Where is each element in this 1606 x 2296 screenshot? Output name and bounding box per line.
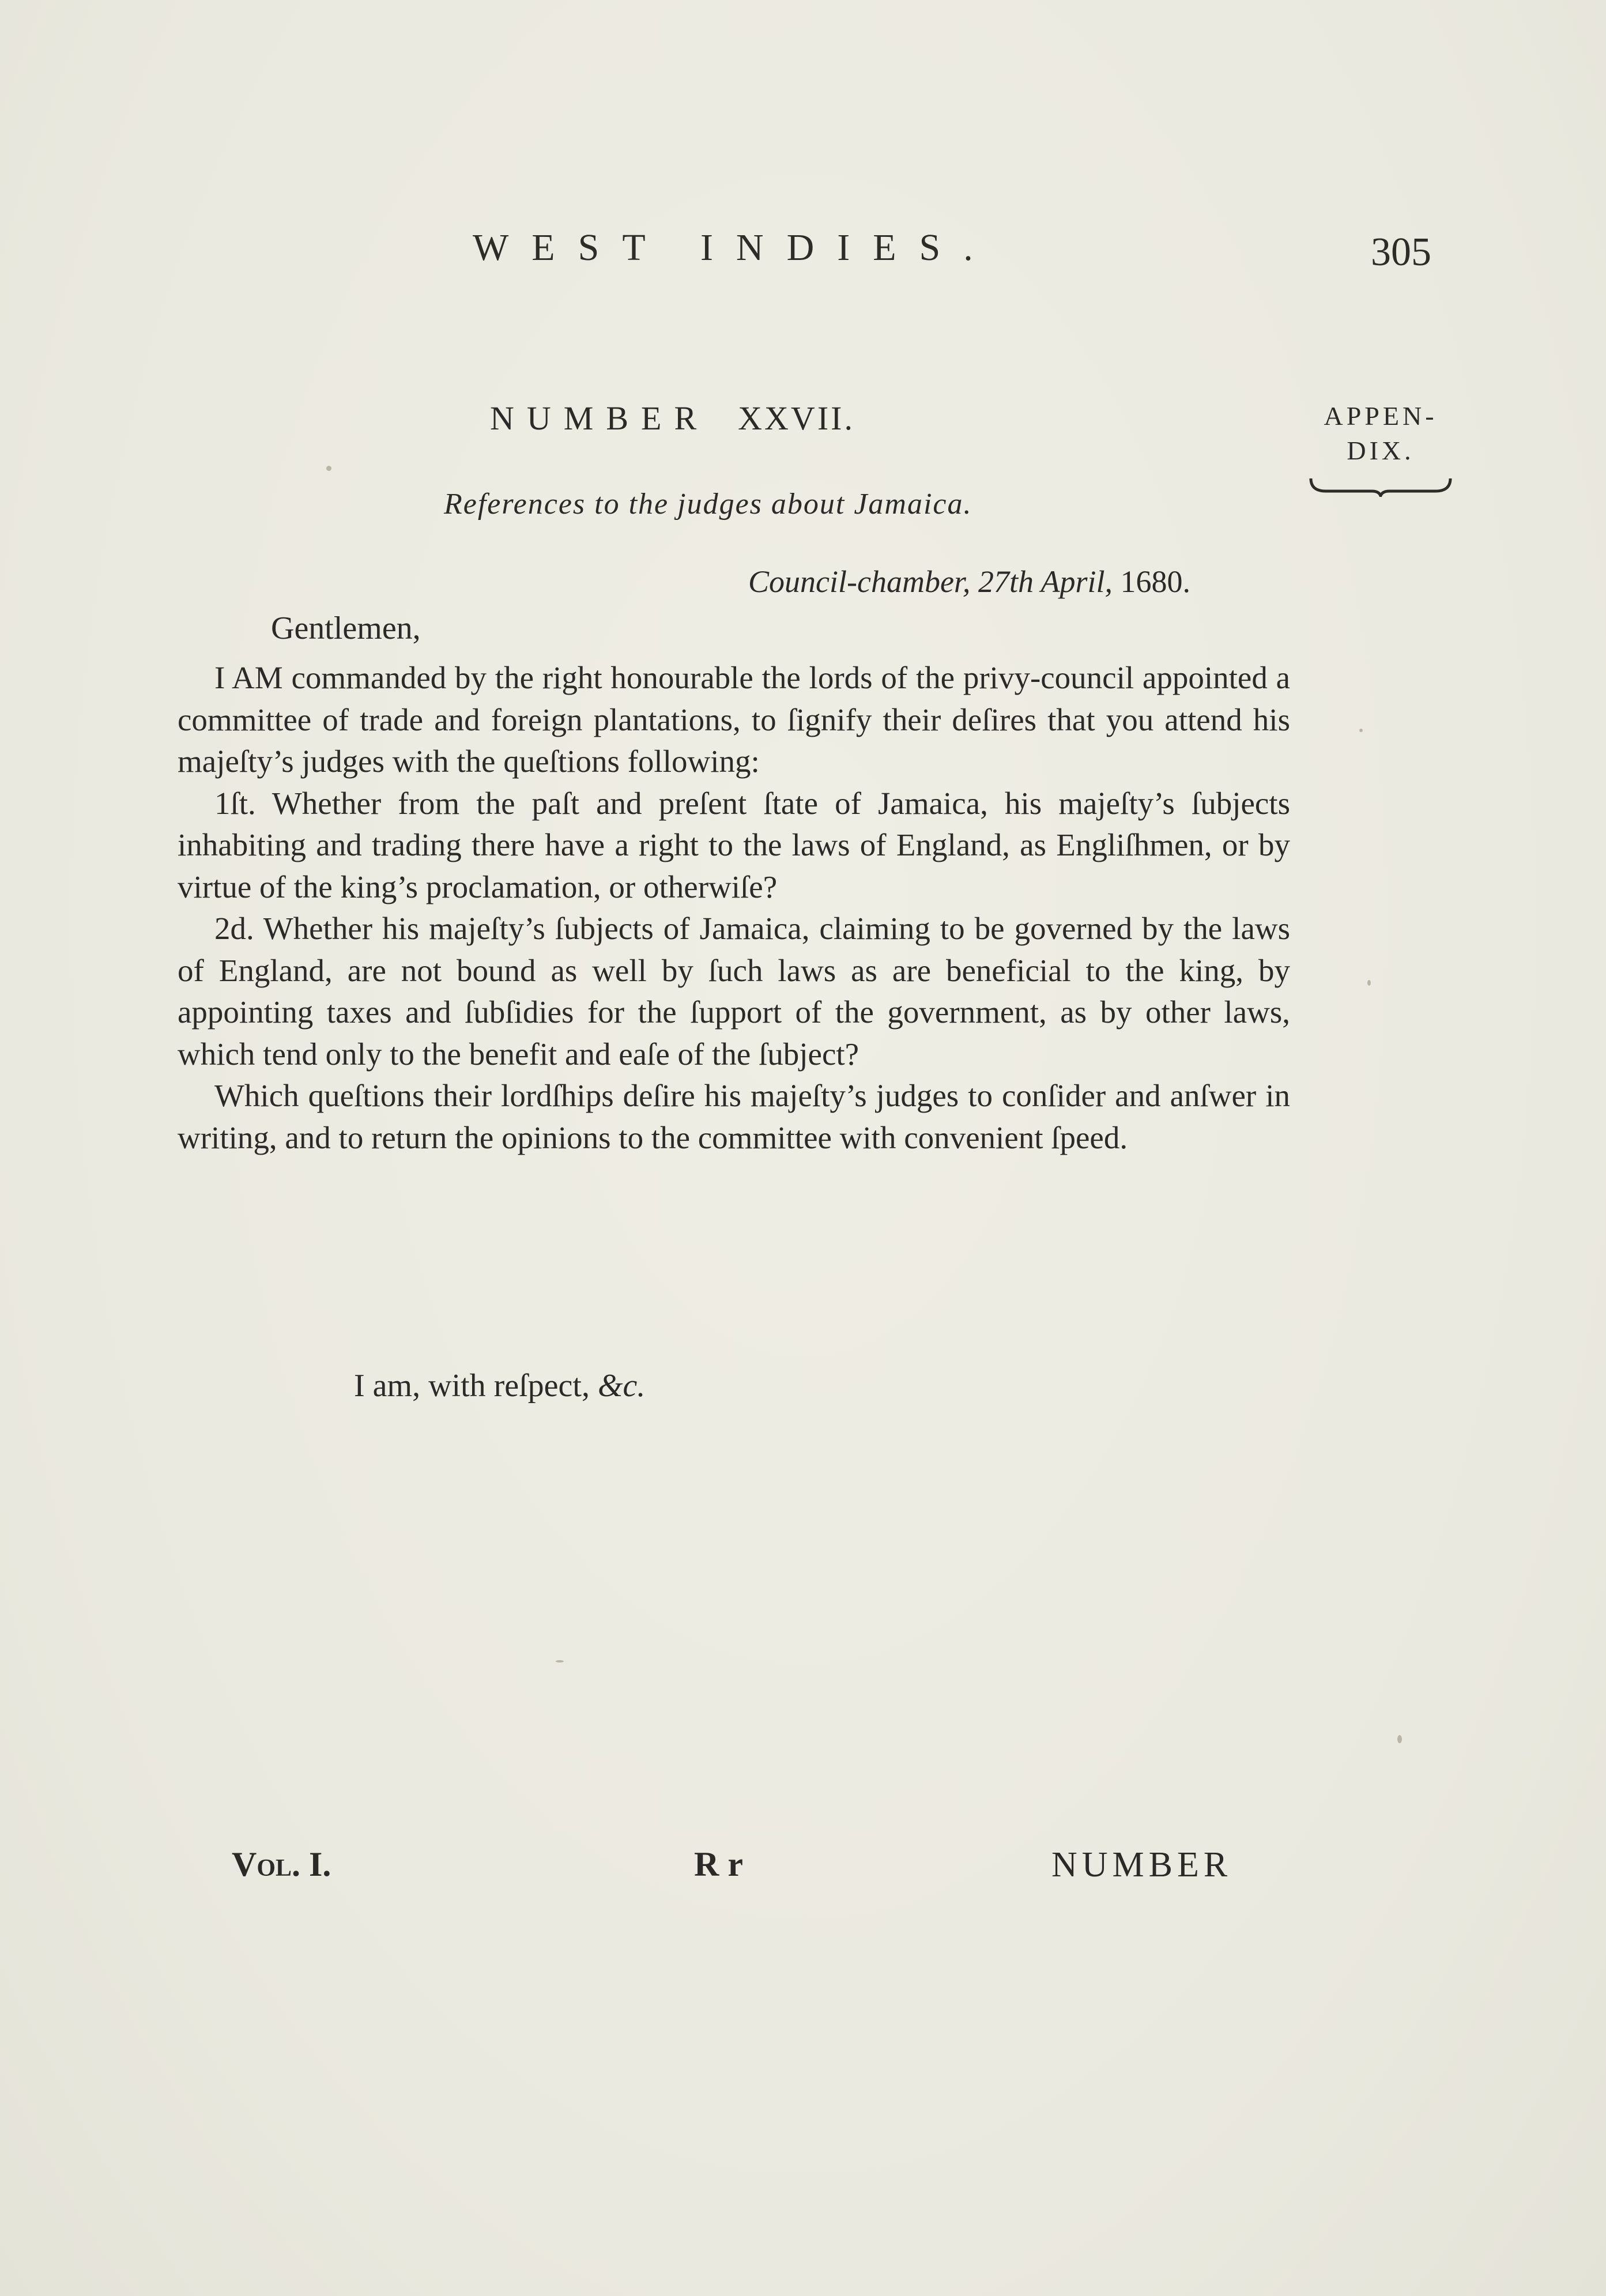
page-number: 305 [1371,230,1431,274]
paragraph-2: 1ſt. Whether from the paſt and preſent ſtate of Jamaica, his majeſty’s ſubjects inhabiting and trading there have a right to the laws of England, as Engliſhmen, or by virtue of the king’s proclamation, or otherwiſe? [178,785,1290,904]
dateline-place: Council-chamber, [748,564,971,599]
paragraph-4: Which queſtions their lordſhips deſire his majeſty’s judges to conſider and anſwer in writing, and to return the opinions to the committee with convenient ſpeed. [178,1078,1290,1155]
dateline-year: 1680. [1120,564,1190,599]
footer-signature-mark: R r [694,1845,743,1883]
running-head: WEST INDIES. [473,227,996,269]
section-heading [490,399,855,438]
paper-speck [326,466,331,471]
paper-speck [1367,980,1371,986]
marginal-note [1285,399,1476,497]
document-subtitle: References to the judges about Jamaica. [444,488,972,521]
paper-speck [1397,1735,1402,1743]
paragraph-3: 2d. Whether his majeſty’s ſubjects of Jamaica, claiming to be governed by the laws of England, are not bound as well by ſuch laws as are beneficial to the king, by appointing taxes and ſubſidies for the ſupport of the government, as by other laws, which tend only to the benefit and eaſe of the ſubject? [178,911,1290,1072]
section-heading-word: NUMBER [490,399,710,437]
dateline [748,564,1190,600]
closing-text: I am, with reſpect, [354,1368,590,1404]
salutation: Gentlemen, [271,610,421,646]
footer-volume: Vol. I. [232,1845,331,1883]
paper-speck [1359,729,1363,732]
paragraph-1: I AM commanded by the right honourable the lords of the privy-council appointed a committee of trade and foreign plantations, to ſignify their deſires that you attend his majeſty’s judges with the queſtions following: [178,660,1290,779]
marginal-bracket-ornament [1309,476,1453,497]
marginal-note-line-1: APPEN- [1324,401,1438,431]
marginal-note-line-2: DIX. [1347,436,1415,465]
closing-etc: &c. [597,1368,646,1404]
closing-line [354,1367,645,1404]
section-heading-roman: XXVII. [738,399,855,437]
paper-speck [556,1660,564,1662]
dateline-date: 27th April, [978,564,1113,599]
letter-body [178,657,1290,1159]
footer-catchword: NUMBER [1051,1845,1232,1884]
